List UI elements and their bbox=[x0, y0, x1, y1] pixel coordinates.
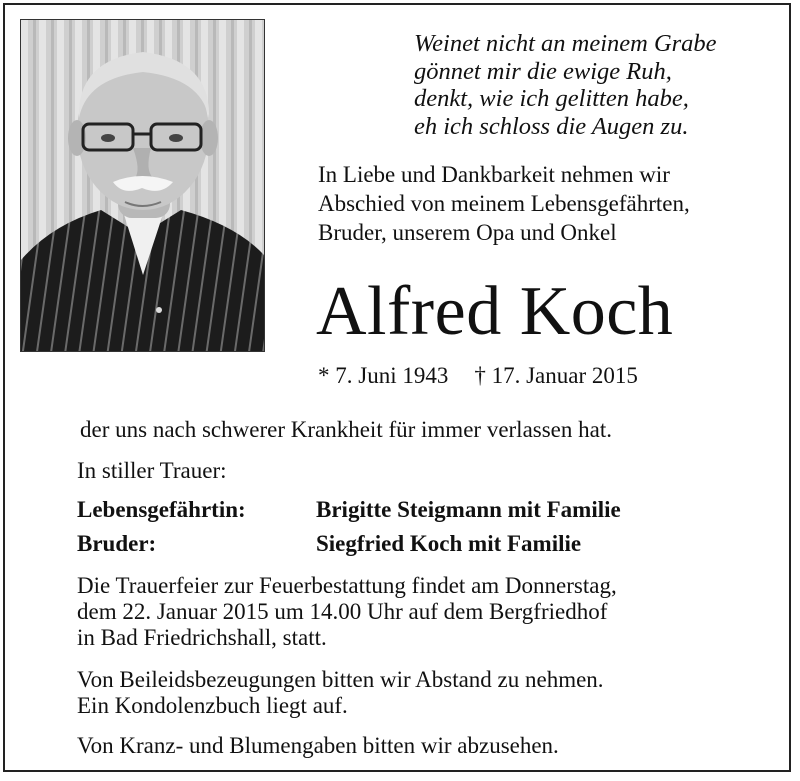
poem-line: eh ich schloss die Augen zu. bbox=[414, 112, 689, 140]
poem-line: gönnet mir die ewige Ruh, bbox=[414, 57, 672, 85]
intro-text bbox=[318, 160, 690, 247]
flowers-line: Von Kranz- und Blumengaben bitten wir abzusehen. bbox=[77, 733, 559, 758]
mourner-name: Brigitte Steigmann mit Familie bbox=[316, 497, 621, 522]
lost-line: der uns nach schwerer Krankheit für immer verlassen hat. bbox=[80, 417, 612, 442]
mourner-name: Siegfried Koch mit Familie bbox=[316, 531, 582, 556]
funeral-line: Die Trauerfeier zur Feuerbestattung findet am Donnerstag, bbox=[77, 573, 617, 598]
condolence-line: Von Beileidsbezeugungen bitten wir Abstand zu nehmen. bbox=[77, 667, 604, 692]
poem-line: Weinet nicht an meinem Grabe bbox=[414, 30, 717, 57]
life-dates bbox=[318, 361, 638, 391]
deceased-name: Alfred Koch bbox=[316, 273, 674, 350]
poem-verse bbox=[414, 30, 717, 140]
mourning-heading: In stiller Trauer: bbox=[77, 458, 227, 483]
intro-line: In Liebe und Dankbarkeit nehmen wir bbox=[318, 162, 670, 187]
condolence-line: Ein Kondolenzbuch liegt auf. bbox=[77, 693, 348, 718]
intro-line: Abschied von meinem Lebensgefährten, bbox=[318, 191, 690, 216]
funeral-info bbox=[77, 573, 617, 651]
death-date: † 17. Januar 2015 bbox=[474, 363, 638, 388]
funeral-line: in Bad Friedrichshall, statt. bbox=[77, 625, 327, 650]
portrait-photo bbox=[20, 19, 265, 352]
condolence-info bbox=[77, 667, 604, 719]
funeral-line: dem 22. Januar 2015 um 14.00 Uhr auf dem Bergfriedhof bbox=[77, 599, 608, 624]
poem-line: denkt, wie ich gelitten habe, bbox=[414, 85, 689, 112]
mourner-role: Lebensgefährtin: bbox=[77, 497, 246, 522]
birth-date: * 7. Juni 1943 bbox=[318, 363, 449, 388]
flowers-info bbox=[77, 733, 559, 759]
intro-line: Bruder, unserem Opa und Onkel bbox=[318, 220, 617, 245]
mourner-role: Bruder: bbox=[77, 531, 157, 556]
